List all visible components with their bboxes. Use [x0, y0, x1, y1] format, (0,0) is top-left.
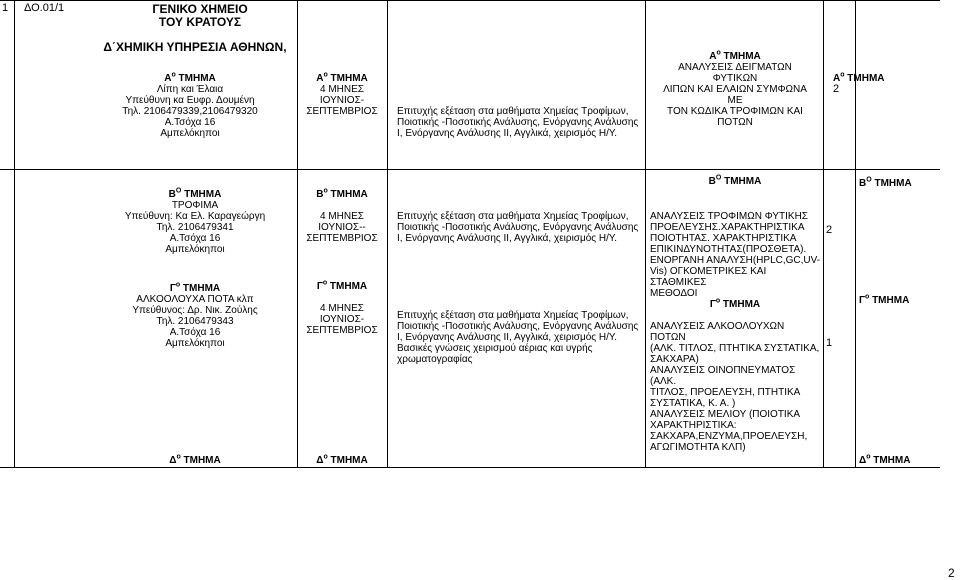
- dept-b-line: ΤΡΟΦΙΜΑ: [171, 200, 219, 211]
- subject-line: (ΑΛΚ. ΤΙΤΛΟΣ, ΠΤΗΤΙΚΑ ΣΥΣΤΑΤΙΚΑ,: [650, 343, 820, 354]
- subject-line: ΠΡΟΕΛΕΥΣΗΣ.ΧΑΡΑΚΤΗΡΙΣΤΙΚΑ: [650, 222, 805, 233]
- subject-line: ΑΝΑΛΥΣΕΙΣ ΑΛΚΟΟΛΟΥΧΩΝ ΠΟΤΩΝ: [650, 321, 785, 343]
- dept-b-qualifications: Επιτυχής εξέταση στα μαθήματα Χημείας Τροφίμων, Ποιοτικής -Ποσοτικής Ανάλυσης, Ενόργανης Ανάλυσης Ι, Ενόργανης Ανάλυσης ΙΙ, Αγγλικά, χειρισμός Η/Υ.: [397, 211, 639, 244]
- duration-line: 4 ΜΗΝΕΣ: [320, 303, 364, 314]
- subject-line: ΤΟΝ ΚΩΔΙΚΑ ΤΡΟΦΙΜΩΝ ΚΑΙ ΠΟΤΩΝ: [667, 106, 803, 128]
- dept-b-duration: [297, 189, 387, 244]
- dept-b-line: Τηλ. 2106479341: [156, 222, 234, 233]
- page-number: 2: [948, 566, 955, 580]
- service-title: Δ΄ΧΗΜΙΚΗ ΥΠΗΡΕΣΙΑ ΑΘΗΝΩΝ,: [103, 40, 287, 54]
- dept-a-line: Τηλ. 2106479339,2106479320: [122, 106, 258, 117]
- duration-line: ΣΕΠΤΕΜΒΡΙΟΣ: [306, 325, 378, 336]
- dept-b-line: Υπεύθυνη: Κα Ελ. Καραγεώργη: [124, 211, 266, 222]
- dept-c-line: Αμπελόκηποι: [165, 338, 225, 349]
- dept-d-title: $\Delta^o$ ΤΜΗΜΑ: [169, 453, 221, 466]
- duration-line: 4 ΜΗΝΕΣ: [320, 211, 364, 222]
- subject-line: ΤΙΤΛΟΣ, ΠΡΟΕΛΕΥΣΗ, ΠΤΗΤΙΚΑ: [650, 387, 801, 398]
- dept-b-subject: [650, 211, 822, 299]
- duration-line: ΙΟΥΝΙΟΣ-: [319, 314, 365, 325]
- grid-line: [0, 467, 940, 468]
- org-title-line-2: ΤΟΥ ΚΡΑΤΟΥΣ: [158, 15, 242, 29]
- dept-b-line: Α.Τσόχα 16: [169, 233, 221, 244]
- grid-line: [823, 0, 824, 468]
- subject-line: ΣΑΚΧΑΡΑ): [650, 354, 699, 365]
- dept-a-line: Λίπη και Έλαια: [156, 84, 224, 95]
- dept-b-positions-count: 2: [826, 224, 833, 236]
- row-number: 1: [2, 2, 9, 14]
- dept-a-positions-title: $A^o$ ΤΜΗΜΑ: [833, 71, 885, 84]
- duration-line: 4 ΜΗΝΕΣ: [320, 84, 364, 95]
- grid-line: [14, 0, 15, 468]
- subject-line: ΧΑΡΑΚΤΗΡΙΣΤΙΚΑ:: [650, 420, 737, 431]
- dept-d-positions-title: $\Delta^o$ ΤΜΗΜΑ: [859, 453, 911, 466]
- dept-a-title: $A^o$ ΤΜΗΜΑ: [164, 71, 216, 84]
- subject-line: ΑΝΑΛΥΣΕΙΣ ΜΕΛΙΟΥ (ΠΟΙΟΤΙΚΑ: [650, 409, 801, 420]
- subject-line: ΑΝΑΛΥΣΕΙΣ ΟΙΝΟΠΝΕΥΜΑΤΟΣ (ΑΛΚ.: [650, 365, 796, 387]
- positions-count: 2: [833, 83, 840, 95]
- dept-b-subject-title: $B^O$ ΤΜΗΜΑ: [708, 174, 762, 187]
- subject-line: Vis) ΟΓΚΟΜΕΤΡΙΚΕΣ ΚΑΙ ΣΤΑΘΜΙΚΕΣ: [650, 266, 767, 288]
- dept-b-block: [95, 189, 295, 255]
- dept-a-line: Υπεύθυνη κα Ευφρ. Δουμένη: [125, 95, 255, 106]
- subject-line: ΣΑΚΧΑΡΑ,ΕΝΖΥΜΑ,ΠΡΟΕΛΕΥΣΗ,: [650, 431, 808, 442]
- dept-a-line: Αμπελόκηποι: [160, 128, 220, 139]
- grid-line: [387, 0, 388, 468]
- dept-c-line: Α.Τσόχα 16: [169, 327, 221, 338]
- dept-d-duration-title: $\Delta^o$ ΤΜΗΜΑ: [316, 453, 368, 466]
- dept-b-title: $B^O$ ΤΜΗΜΑ: [168, 187, 222, 200]
- dept-c-positions-title: $\Gamma^o$ ΤΜΗΜΑ: [859, 293, 910, 306]
- document-code: ΔΟ.01/1: [24, 2, 65, 14]
- dept-c-positions-count: 1: [826, 337, 833, 349]
- grid-line: [0, 0, 940, 1]
- dept-a-positions: [833, 73, 885, 95]
- subject-line: ΛΙΠΩΝ ΚΑΙ ΕΛΑΙΩΝ ΣΥΜΦΩΝΑ ΜΕ: [663, 84, 807, 106]
- subject-line: ΜΕΘΟΔΟΙ: [650, 288, 698, 299]
- dept-b-line: Αμπελόκηποι: [165, 244, 225, 255]
- org-title: [100, 3, 300, 29]
- dept-a-subject-title: $A^o$ ΤΜΗΜΑ: [709, 49, 761, 62]
- subject-line: ΕΝΟΡΓΑΝΗ ΑΝΑΛΥΣΗ(HPLC,GC,UV-: [650, 255, 821, 266]
- dept-c-subject-title: $\Gamma^o$ ΤΜΗΜΑ: [709, 297, 761, 310]
- grid-line: [0, 169, 940, 170]
- dept-a-qualifications: Επιτυχής εξέταση στα μαθήματα Χημείας Τροφίμων, Ποιοτικής -Ποσοτικής Ανάλυσης, Ενόργανης Ανάλυσης Ι, Ενόργανης Ανάλυσης ΙΙ, Αγγλικά, χειρισμός Η/Υ.: [397, 106, 639, 139]
- dept-c-line: ΑΛΚΟΟΛΟΥΧΑ ΠΟΤΑ κλπ: [136, 294, 254, 305]
- duration-line: ΣΕΠΤΕΜΒΡΙΟΣ: [306, 233, 378, 244]
- dept-c-title: $\Gamma^o$ ΤΜΗΜΑ: [169, 281, 221, 294]
- dept-a-duration-title: $A^o$ ΤΜΗΜΑ: [316, 71, 368, 84]
- dept-c-line: Τηλ. 2106479343: [156, 316, 234, 327]
- dept-a-duration: [297, 73, 387, 117]
- subject-line: ΕΠΙΚΙΝΔΥΝΟΤΗΤΑΣ(ΠΡΟΣΘΕΤΑ).: [650, 244, 807, 255]
- dept-b-duration-title: $B^o$ ΤΜΗΜΑ: [316, 187, 368, 200]
- dept-c-line: Υπεύθυνος: Δρ. Νικ. Ζούλης: [132, 305, 258, 316]
- dept-a-block: [90, 73, 290, 139]
- dept-c-duration: [297, 281, 387, 336]
- duration-line: ΙΟΥΝΙΟΣ--: [318, 222, 366, 233]
- subject-line: ΑΝΑΛΥΣΕΙΣ ΔΕΙΓΜΑΤΩΝ ΦΥΤΙΚΩΝ: [678, 62, 792, 84]
- dept-c-duration-title: $\Gamma^o$ ΤΜΗΜΑ: [316, 279, 368, 292]
- org-title-line-1: ΓΕΝΙΚΟ ΧΗΜΕΙΟ: [152, 2, 248, 16]
- dept-c-subject: [650, 321, 822, 453]
- dept-a-line: Α.Τσόχα 16: [164, 117, 216, 128]
- dept-b-positions-title: $B^O$ ΤΜΗΜΑ: [859, 176, 912, 189]
- grid-line: [645, 0, 646, 468]
- duration-line: ΙΟΥΝΙΟΣ-: [319, 95, 365, 106]
- duration-line: ΣΕΠΤΕΜΒΡΙΟΣ: [306, 106, 378, 117]
- subject-line: ΑΓΩΓΙΜΟΤΗΤΑ ΚΛΠ): [650, 442, 746, 453]
- grid-line: [855, 0, 856, 468]
- subject-line: ΣΥΣΤΑΤΙΚΑ, Κ. Α. ): [650, 398, 736, 409]
- subject-line: ΑΝΑΛΥΣΕΙΣ ΤΡΟΦΙΜΩΝ ΦΥΤΙΚΗΣ: [650, 211, 808, 222]
- dept-c-block: [95, 283, 295, 349]
- dept-a-subject: [655, 51, 815, 128]
- subject-line: ΠΟΙΟΤΗΤΑΣ. ΧΑΡΑΚΤΗΡΙΣΤΙΚΑ: [650, 233, 797, 244]
- dept-c-qualifications: Επιτυχής εξέταση στα μαθήματα Χημείας Τροφίμων, Ποιοτικής -Ποσοτικής Ανάλυσης, Ενόργανης Ανάλυσης Ι, Ενόργανης Ανάλυσης ΙΙ, Αγγλικά, χειρισμός Η/Υ. Βασικές γνώσεις χειρισμού αέριας και υγρής χρωματογραφίας: [397, 310, 639, 365]
